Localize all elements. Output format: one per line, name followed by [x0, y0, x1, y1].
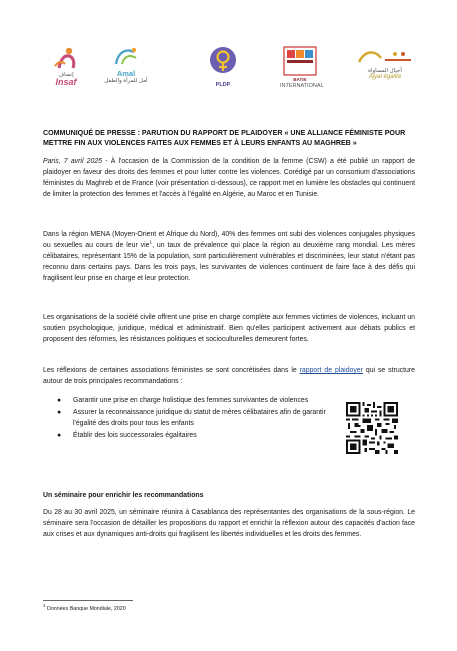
ajyal-emblem-icon: [355, 46, 415, 66]
statistics-text-end: , un taux de prévalence qui place la région au deuxième rang mondial. Les mères célibataires, représentant 15% de la population, sont particulièrement vulnérables et discriminées, leur statut n'étant pas reconnu dans certains pays. Dans les trois pays, les survivantes de violences continuent de faire face à des défis qui fragilisent leur prise en charge et leur protection.: [43, 241, 415, 282]
recommendation-text: Établir des lois successorales égalitaires: [73, 431, 197, 439]
intro-paragraph: [43, 157, 415, 201]
pldp-emblem-icon: [208, 46, 238, 80]
statistics-paragraph: [43, 230, 415, 285]
amal-name: Amal: [116, 69, 136, 78]
ajyal-name: Ajyal égalité: [368, 74, 402, 81]
pldp-logo: [200, 46, 246, 96]
footnote-divider: [43, 600, 133, 601]
amal-caption: أمل للمرأة والطفل: [104, 78, 148, 85]
statistics-text-start: Dans la région MENA (Moyen-Orient et Afrique du Nord), 40% des femmes ont subi des violences conjugales physiques ou sexuelles au cours de leur vie: [43, 231, 415, 249]
amal-emblem-icon: [112, 46, 140, 68]
batik-caption: INTERNATIONAL: [280, 82, 324, 89]
insaf-emblem-icon: [51, 46, 81, 70]
dateline: Paris, 7 avril 2025: [43, 158, 103, 165]
civil-society-paragraph: Les organisations de la société civile offrent une prise en charge complète aux femmes victimes de violences, incluant un soutien psychologique, juridique, médical et administratif. Bien qu'elles participent activement aux débats publics et proposent des réformes, les résistances politiques et socioculturelles demeurent fortes.: [43, 314, 415, 343]
insaf-logo: [40, 46, 92, 96]
batik-name: BATIK: [293, 77, 307, 82]
report-paragraph: [43, 366, 415, 388]
pldp-name: PLDP: [215, 82, 231, 88]
partner-logos: [40, 46, 420, 96]
footnote: [43, 603, 126, 612]
report-qr-code-icon[interactable]: [346, 402, 398, 454]
report-text-start: Les réflexions de certaines associations féministes se sont concrétisées dans le: [43, 367, 300, 374]
batik-logo: [280, 46, 324, 96]
footnote-reference[interactable]: 1: [149, 239, 153, 245]
report-text-end: qui se structure autour de trois principales recommandations :: [43, 367, 415, 385]
footnote-number: 1: [43, 603, 46, 609]
bullet-icon: ●: [57, 408, 62, 416]
recommendation-text: Garantir une prise en charge holistique des femmes survivantes de violences: [73, 397, 309, 404]
list-item: [55, 431, 330, 442]
recommendation-text: Assurer la reconnaissance juridique du statut de mères célibataires afin de garantir l'égalité des droits pour tous les enfants: [73, 408, 326, 427]
press-release-title: COMMUNIQUÉ DE PRESSE : PARUTION DU RAPPORT DE PLAIDOYER « UNE ALLIANCE FÉMINISTE POUR METTRE FIN AUX VIOLENCES FAITES AUX FEMMES ET À LEURS ENFANTS AU MAGHREB »: [43, 129, 406, 147]
insaf-name: Insaf: [55, 77, 77, 88]
bullet-icon: ●: [57, 431, 62, 439]
list-item: [55, 396, 330, 407]
ajyal-arabic-label: أجيال المساواة: [368, 68, 402, 74]
list-item: [55, 408, 330, 430]
amal-logo: [102, 46, 150, 96]
intro-text: - À l'occasion de la Commission de la condition de la femme (CSW) a été publié un rapport de plaidoyer en faveur des droits des femmes et pour lutter contre les violences. Corédigé par un consortium d'associations féministes du Maghreb et de France (voir présentation ci-dessous), ce rapport met en lumière les obstacles qui continuent de limiter la protection des femmes et l'accès à l'égalité en Algérie, au Maroc et en Tunisie.: [43, 158, 415, 198]
bullet-icon: ●: [57, 397, 62, 404]
footnote-text: Données Banque Mondiale, 2020: [45, 606, 126, 612]
advocacy-report-link[interactable]: rapport de plaidoyer: [299, 367, 363, 374]
batik-emblem-icon: [283, 46, 317, 76]
seminar-paragraph: Du 28 au 30 avril 2025, un séminaire réunira à Casablanca des représentantes des organisations de la sous-région. Le séminaire sera l'occasion de détailler les propositions du rapport et enrichir la réflexion autour des capacités d'action face aux crises et aux dynamiques anti-droits qui fragilisent les libertés individuelles et les droits des femmes.: [43, 509, 415, 538]
insaf-arabic-label: إنصاف: [58, 72, 74, 78]
seminar-heading: Un séminaire pour enrichir les recommandations: [43, 492, 204, 499]
ajyal-logo: [350, 46, 420, 96]
recommendations-list: [55, 396, 330, 443]
